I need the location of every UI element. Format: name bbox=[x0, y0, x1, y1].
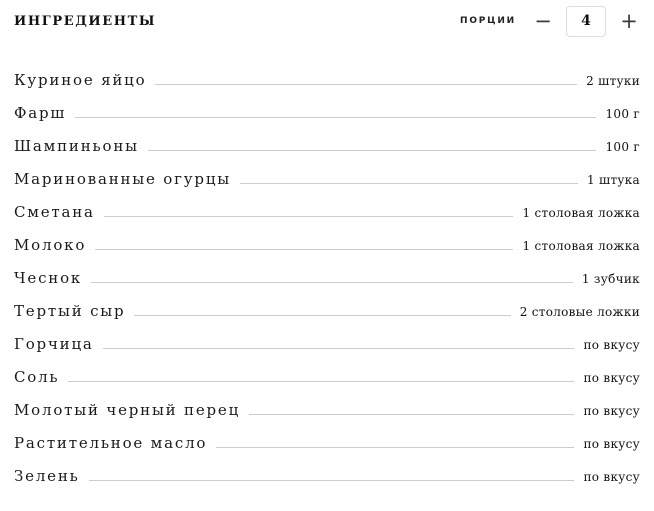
ingredients-list bbox=[14, 64, 640, 493]
ingredient-row bbox=[14, 361, 640, 394]
leader-line bbox=[75, 117, 596, 118]
ingredient-name: Шампиньоны bbox=[14, 137, 139, 155]
ingredient-name: Куриное яйцо bbox=[14, 71, 147, 89]
ingredient-row bbox=[14, 262, 640, 295]
ingredient-row bbox=[14, 394, 640, 427]
ingredient-amount: по вкусу bbox=[583, 470, 640, 484]
leader-line bbox=[216, 447, 574, 448]
ingredient-amount: 2 столовые ложки bbox=[519, 305, 640, 319]
ingredient-amount: 1 столовая ложка bbox=[522, 239, 640, 253]
ingredient-amount: по вкусу bbox=[583, 338, 640, 352]
ingredient-amount: 2 штуки bbox=[586, 74, 640, 88]
servings-label: ПОРЦИИ bbox=[460, 16, 516, 26]
leader-line bbox=[103, 348, 575, 349]
leader-line bbox=[134, 315, 510, 316]
ingredient-row bbox=[14, 64, 640, 97]
ingredient-name: Горчица bbox=[14, 335, 94, 353]
ingredient-amount: по вкусу bbox=[583, 404, 640, 418]
ingredient-name: Зелень bbox=[14, 467, 80, 485]
leader-line bbox=[104, 216, 514, 217]
ingredient-amount: 1 столовая ложка bbox=[522, 206, 640, 220]
ingredients-header bbox=[14, 0, 640, 38]
ingredient-row bbox=[14, 163, 640, 196]
ingredient-amount: по вкусу bbox=[583, 437, 640, 451]
ingredient-row bbox=[14, 229, 640, 262]
leader-line bbox=[91, 282, 573, 283]
leader-line bbox=[95, 249, 513, 250]
ingredient-row bbox=[14, 460, 640, 493]
ingredient-name: Молоко bbox=[14, 236, 87, 254]
servings-control bbox=[460, 6, 640, 37]
ingredient-amount: 1 зубчик bbox=[581, 272, 640, 286]
ingredient-row bbox=[14, 97, 640, 130]
ingredient-amount: 100 г bbox=[605, 107, 640, 121]
ingredient-name: Фарш bbox=[14, 104, 67, 122]
leader-line bbox=[240, 183, 578, 184]
leader-line bbox=[249, 414, 574, 415]
ingredient-name: Растительное масло bbox=[14, 434, 208, 452]
ingredient-amount: 100 г bbox=[605, 140, 640, 154]
leader-line bbox=[89, 480, 575, 481]
increase-servings-button[interactable]: + bbox=[618, 11, 640, 32]
ingredient-row bbox=[14, 130, 640, 163]
ingredient-row bbox=[14, 295, 640, 328]
ingredient-amount: 1 штука bbox=[586, 173, 640, 187]
ingredient-amount: по вкусу bbox=[583, 371, 640, 385]
ingredient-name: Маринованные огурцы bbox=[14, 170, 231, 188]
ingredient-row bbox=[14, 328, 640, 361]
ingredient-name: Молотый черный перец bbox=[14, 401, 241, 419]
ingredient-row bbox=[14, 196, 640, 229]
leader-line bbox=[148, 150, 597, 151]
ingredient-row bbox=[14, 427, 640, 460]
ingredient-name: Сметана bbox=[14, 203, 95, 221]
ingredient-name: Соль bbox=[14, 368, 60, 386]
decrease-servings-button[interactable]: − bbox=[532, 11, 554, 32]
ingredient-name: Чеснок bbox=[14, 269, 83, 287]
ingredient-name: Тертый сыр bbox=[14, 302, 126, 320]
page-title: ИНГРЕДИЕНТЫ bbox=[14, 13, 157, 29]
leader-line bbox=[68, 381, 574, 382]
leader-line bbox=[155, 84, 577, 85]
servings-value: 4 bbox=[566, 6, 606, 37]
